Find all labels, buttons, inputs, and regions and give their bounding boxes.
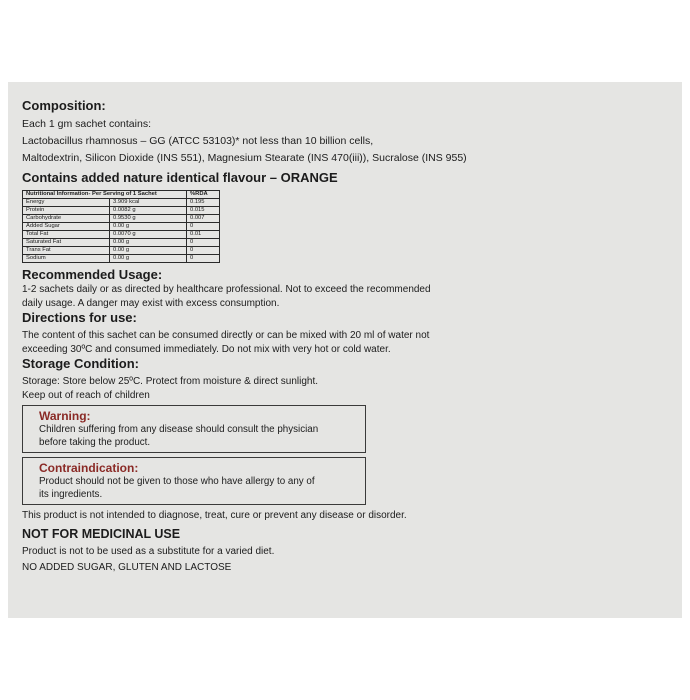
nutrient-amount: 0.9530 g [110, 215, 187, 223]
storage-heading: Storage Condition: [22, 356, 139, 371]
no-added-text: NO ADDED SUGAR, GLUTEN AND LACTOSE [22, 562, 232, 573]
usage-line: 1-2 sachets daily or as directed by healthcare professional. Not to exceed the recommended [22, 284, 431, 295]
table-row [23, 223, 220, 231]
nutrition-header-row [23, 191, 220, 199]
contraindication-box [22, 457, 366, 505]
nutrient-rda: 0.015 [187, 207, 220, 215]
warning-line: before taking the product. [39, 437, 151, 448]
nutrient-name: Added Sugar [23, 223, 110, 231]
composition-heading: Composition: [22, 98, 106, 113]
nutrient-amount: 0.00 g [110, 255, 187, 263]
nutrient-rda: 0 [187, 223, 220, 231]
nutrition-header-title: Nutritional Information- Per Serving of 1 Sachet [23, 191, 187, 199]
nutrient-name: Carbohydrate [23, 215, 110, 223]
storage-line: Keep out of reach of children [22, 389, 150, 401]
warning-line: Children suffering from any disease should consult the physician [39, 424, 319, 435]
nutrient-amount: 0.00 g [110, 223, 187, 231]
composition-line: Maltodextrin, Silicon Dioxide (INS 551), Magnesium Stearate (INS 470(iii)), Sucralose (INS 955) [22, 152, 467, 164]
nutrient-rda: 0 [187, 255, 220, 263]
nutrient-name: Trans Fat [23, 247, 110, 255]
nutrition-table [22, 190, 220, 263]
table-row [23, 255, 220, 263]
table-row [23, 247, 220, 255]
nutrient-amount: 0.0082 g [110, 207, 187, 215]
storage-line: Storage: Store below 25ºC. Protect from moisture & direct sunlight. [22, 376, 319, 387]
contraindication-line: its ingredients. [39, 489, 103, 500]
nutrient-rda: 0 [187, 247, 220, 255]
usage-line: daily usage. A danger may exist with excess consumption. [22, 297, 280, 309]
directions-line: exceeding 30ºC and consumed immediately. Do not mix with very hot or cold water. [22, 343, 391, 355]
composition-line: Lactobacillus rhamnosus – GG (ATCC 53103)* not less than 10 billion cells, [22, 135, 374, 147]
contraindication-title: Contraindication: [39, 461, 139, 475]
disclaimer-text: This product is not intended to diagnose, treat, cure or prevent any disease or disorder. [22, 510, 407, 521]
nutrient-name: Protein [23, 207, 110, 215]
nutrient-rda: 0.195 [187, 199, 220, 207]
nutrient-amount: 3.909 kcal [110, 199, 187, 207]
warning-box [22, 405, 366, 453]
nutrient-name: Sodium [23, 255, 110, 263]
label-content [22, 98, 672, 575]
substitute-text: Product is not to be used as a substitute for a varied diet. [22, 545, 275, 557]
nutrient-rda: 0 [187, 239, 220, 247]
contraindication-line: Product should not be given to those who have allergy to any of [39, 476, 315, 487]
composition-line: Each 1 gm sachet contains: [22, 118, 151, 130]
nutrient-name: Total Fat [23, 231, 110, 239]
nutrient-name: Energy [23, 199, 110, 207]
flavour-heading: Contains added nature identical flavour – ORANGE [22, 170, 338, 185]
directions-line: The content of this sachet can be consumed directly or can be mixed with 20 ml of water not [22, 330, 430, 341]
nutrient-amount: 0.0070 g [110, 231, 187, 239]
nutrient-name: Saturated Fat [23, 239, 110, 247]
table-row [23, 215, 220, 223]
warning-title: Warning: [39, 409, 91, 423]
table-row [23, 207, 220, 215]
table-row [23, 199, 220, 207]
usage-heading: Recommended Usage: [22, 267, 163, 282]
not-medicinal-heading: NOT FOR MEDICINAL USE [22, 526, 181, 541]
directions-heading: Directions for use: [22, 310, 137, 325]
label-panel [8, 82, 682, 618]
table-row [23, 231, 220, 239]
nutrient-rda: 0.01 [187, 231, 220, 239]
nutrient-rda: 0.007 [187, 215, 220, 223]
nutrient-amount: 0.00 g [110, 247, 187, 255]
table-row [23, 239, 220, 247]
nutrient-amount: 0.00 g [110, 239, 187, 247]
nutrition-header-rda: %RDA [187, 191, 220, 199]
